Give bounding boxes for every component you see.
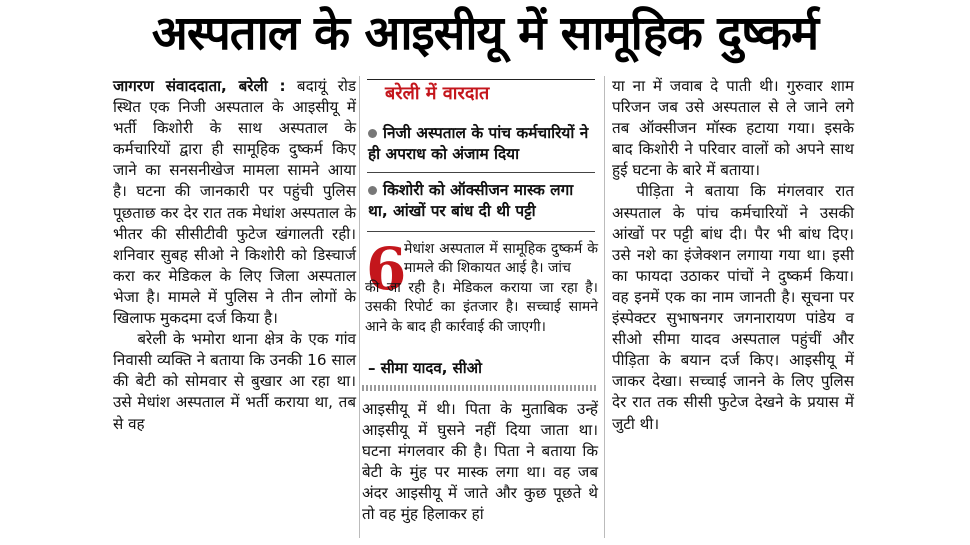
quote-text: मेधांश अस्पताल में सामूहिक दुष्कर्म के मामले की शिकायत आई है। जांच [404, 241, 598, 277]
quote-mark-icon: 6 [366, 235, 407, 303]
article-paragraph-3: या ना में जवाब दे पाती थी। गुरुवार शाम परिजन जब उसे अस्पताल से ले जाने लगे तब ऑक्सीजन मॉस्क हटाया गया। इसके बाद किशोरी ने परिवार वालों को अपने साथ हुई घटना के बारे में बताया। [612, 77, 854, 180]
paragraph-text: बदायूं रोड स्थित एक निजी अस्पताल के आइसीयू में भर्ती किशोरी के साथ अस्पताल के कर्मचारियों द्वारा ही सामूहिक दुष्कर्म किए जाने का सनसनीखेज मामला सामने आया है। घटना की जानकारी पर पहुंची पुलिस पूछताछ कर देर रात तक मेधांश अस्पताल के भीतर की सीसीटीवी फुटेज खंगालती रही। शनिवार सुबह सीओ ने किशोरी को डिस्चार्ज करा कर मेडिकल के लिए जिला अस्पताल भेजा है। मामले में पुलिस ने तीन लोगों के खिलाफ मुकदमा दर्ज किया है। [113, 77, 357, 328]
sidebar-top-rule [367, 79, 595, 80]
sidebar-bottom-band [362, 385, 598, 391]
sidebar-bullet [368, 180, 598, 222]
quote-author: – सीमा यादव, सीओ [368, 359, 483, 377]
column-divider [604, 76, 605, 538]
bullet-dot-icon [368, 186, 377, 195]
article-paragraph-2: बरेली के भमोरा थाना क्षेत्र के एक गांव निवासी व्यक्ति ने बताया कि उनकी 16 साल की बेटी को सोमवार से बुखार आ रहा था। उसे मेधांश अस्पताल में भर्ती कराया था, तब से वह [113, 330, 356, 433]
sidebar-kicker: बरेली में वारदात [385, 83, 490, 104]
bullet-text: किशोरी को ऑक्सीजन मास्क लगा था, आंखों पर बांध दी थी पट्टी [368, 181, 574, 220]
byline: जागरण संवाददाता, बरेली : [113, 77, 286, 95]
sidebar-bullet [368, 123, 598, 165]
article-column-1 [113, 76, 356, 435]
article-column-2: आइसीयू में थी। पिता के मुताबिक उन्हें आइसीयू में घुसने नहीं दिया जाता था। घटना मंगलवार की है। पिता ने बताया कि बेटी के मुंह पर मास्क लगा था। वह जब अंदर आइसीयू में जाते और कुछ पूछते थे तो वह मुंह हिलाकर हां [362, 400, 598, 524]
article-paragraph-1 [113, 76, 356, 329]
bullet-dot-icon [368, 129, 377, 138]
bullet-divider [367, 172, 595, 173]
headline: अस्पताल के आइसीयू में सामूहिक दुष्कर्म [151, 6, 819, 61]
column-divider [359, 76, 360, 538]
article-paragraph-4: पीड़िता ने बताया कि मंगलवार रात अस्पताल के पांच कर्मचारियों ने उसकी आंखों पर पट्टी बांध दी। पैर भी बांध दिए। उसे नशे का इंजेक्शन लगाया गया था। इसी का फायदा उठाकर पांचों ने दुष्कर्म किया। वह इनमें एक का नाम जानती है। सूचना पर इंस्पेक्टर सुभाषनगर जगनारायण पांडेय व सीओ सीमा यादव अस्पताल पहुंचीं और पीड़िता के बयान दर्ज किए। आइसीयू में जाकर देखा। सच्चाई जानने के लिए पुलिस देर रात तक सीसी फुटेज देखने के प्रयास में जुटी थी। [612, 182, 854, 433]
bullet-text: निजी अस्पताल के पांच कर्मचारियों ने ही अपराध को अंजाम दिया [368, 124, 589, 163]
article-column-3 [612, 76, 854, 435]
bullet-divider [367, 231, 595, 232]
quote-text-continued: की जा रही है। मेडिकल कराया जा रहा है। उसकी रिपोर्ट का इंतजार है। सच्चाई सामने आने के बाद ही कार्रवाई की जाएगी। [365, 280, 598, 335]
